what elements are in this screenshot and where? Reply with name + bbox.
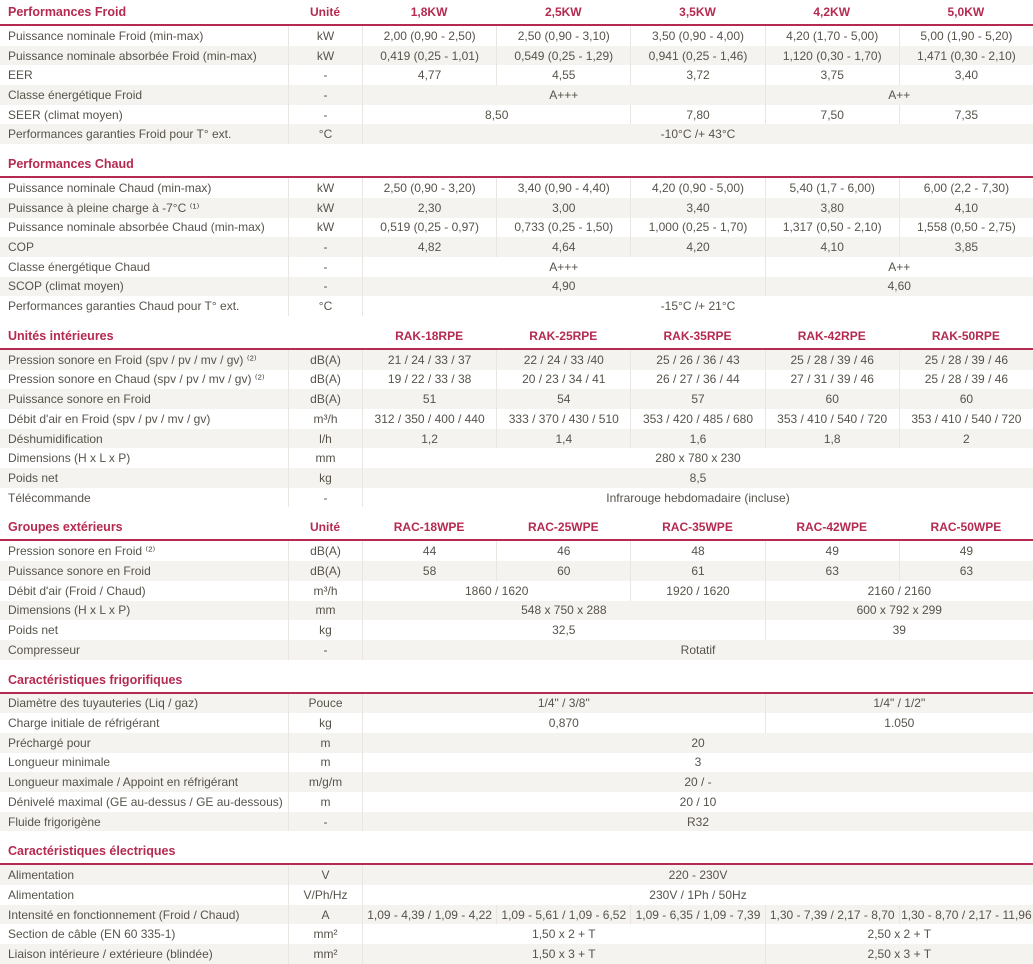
value-cell: 3,75	[765, 65, 899, 85]
value-cell: 1,317 (0,50 - 2,10)	[765, 218, 899, 238]
section-header	[0, 668, 1033, 694]
value-cell: 548 x 750 x 288	[362, 601, 765, 621]
row-label: Fluide frigorigène	[8, 814, 101, 829]
table-row	[0, 772, 1033, 792]
row-label: Alimentation	[8, 887, 75, 902]
value-cell: 7,50	[765, 105, 899, 125]
value-cell: 3,00	[496, 198, 630, 218]
row-label: Longueur maximale / Appoint en réfrigérant	[8, 775, 239, 790]
value-cell: 49	[899, 541, 1033, 561]
value-cell: 4,77	[362, 65, 496, 85]
value-cell: 1,471 (0,30 - 2,10)	[899, 46, 1033, 66]
value-cell: 25 / 26 / 36 / 43	[630, 350, 764, 370]
row-unit: Pouce	[288, 694, 362, 714]
table-row	[0, 620, 1033, 640]
value-cell: 44	[362, 541, 496, 561]
value-cell: 25 / 28 / 39 / 46	[899, 350, 1033, 370]
row-label: Dimensions (H x L x P)	[8, 603, 131, 618]
value-cell: 32,5	[362, 620, 765, 640]
value-cell: A+++	[362, 85, 765, 105]
row-label: Diamètre des tuyauteries (Liq / gaz)	[8, 696, 199, 711]
column-header: 2,5KW	[544, 5, 582, 19]
value-cell: -10°C /+ 43°C	[362, 124, 1033, 144]
value-cell: 8,50	[362, 105, 630, 125]
section-header	[0, 515, 1033, 541]
column-header: 4,2KW	[813, 5, 851, 19]
value-cell: 4,20	[630, 237, 764, 257]
row-label: Poids net	[8, 623, 59, 638]
row-unit: m	[288, 753, 362, 773]
column-header: RAK-50RPE	[931, 328, 1000, 343]
value-cell: 46	[496, 541, 630, 561]
value-cell: 353 / 410 / 540 / 720	[899, 409, 1033, 429]
value-cell: 1/4" / 3/8"	[362, 694, 765, 714]
value-cell: 1/4" / 1/2"	[765, 694, 1033, 714]
row-unit: -	[288, 812, 362, 832]
value-cell: 22 / 24 / 33 /40	[496, 350, 630, 370]
value-cell: 3	[362, 753, 1033, 773]
value-cell: 61	[630, 561, 764, 581]
table-row	[0, 46, 1033, 66]
row-unit: m/g/m	[288, 772, 362, 792]
section-title: Performances Chaud	[8, 157, 134, 172]
row-unit: -	[288, 640, 362, 660]
value-cell: 2,00 (0,90 - 2,50)	[362, 26, 496, 46]
section-title: Unités intérieures	[8, 328, 114, 343]
value-cell: A++	[765, 85, 1033, 105]
value-cell: 1,6	[630, 429, 764, 449]
row-unit: dB(A)	[288, 370, 362, 390]
table-row	[0, 350, 1033, 370]
row-unit: A	[288, 905, 362, 925]
column-header: 1,8KW	[410, 5, 448, 19]
value-cell: 1,4	[496, 429, 630, 449]
value-cell: 19 / 22 / 33 / 38	[362, 370, 496, 390]
row-label: Déshumidification	[8, 431, 103, 446]
row-label: Puissance nominale Froid (min-max)	[8, 28, 204, 43]
value-cell: A++	[765, 257, 1033, 277]
row-unit: V/Ph/Hz	[288, 885, 362, 905]
section	[0, 324, 1033, 508]
column-header: RAC-25WPE	[527, 520, 599, 535]
row-unit: kW	[288, 218, 362, 238]
value-cell: 20 / -	[362, 772, 1033, 792]
value-cell: 39	[765, 620, 1033, 640]
value-cell: 2,30	[362, 198, 496, 218]
row-label: Puissance sonore en Froid	[8, 563, 151, 578]
value-cell: 7,80	[630, 105, 764, 125]
value-cell: 26 / 27 / 36 / 44	[630, 370, 764, 390]
row-unit: kg	[288, 713, 362, 733]
section-header	[0, 152, 1033, 178]
row-label: Charge initiale de réfrigérant	[8, 716, 160, 731]
value-cell: 0,733 (0,25 - 1,50)	[496, 218, 630, 238]
value-cell: 600 x 792 x 299	[765, 601, 1033, 621]
row-label: Classe énergétique Chaud	[8, 259, 151, 274]
row-unit: kW	[288, 46, 362, 66]
value-cell: 60	[765, 389, 899, 409]
value-cell: 63	[899, 561, 1033, 581]
value-cell: 4,64	[496, 237, 630, 257]
table-row	[0, 885, 1033, 905]
value-cell: 3,50 (0,90 - 4,00)	[630, 26, 764, 46]
value-cell: 51	[362, 389, 496, 409]
row-unit: kg	[288, 620, 362, 640]
value-cell: 3,40	[899, 65, 1033, 85]
table-row	[0, 792, 1033, 812]
table-row	[0, 640, 1033, 660]
value-cell: 1,558 (0,50 - 2,75)	[899, 218, 1033, 238]
row-unit: -	[288, 85, 362, 105]
row-label: Section de câble (EN 60 335-1)	[8, 927, 176, 942]
table-row	[0, 713, 1033, 733]
section	[0, 668, 1033, 832]
unit-column-header: Unité	[310, 5, 340, 19]
row-label: Débit d'air (Froid / Chaud)	[8, 583, 146, 598]
row-label: EER	[8, 68, 33, 83]
value-cell: 353 / 420 / 485 / 680	[630, 409, 764, 429]
row-label: Dénivelé maximal (GE au-dessus / GE au-dessous)	[8, 794, 283, 809]
row-label: Compresseur	[8, 642, 81, 657]
value-cell: 8,5	[362, 468, 1033, 488]
column-header: 5,0KW	[947, 5, 985, 19]
value-cell: 4,60	[765, 277, 1033, 297]
table-row	[0, 601, 1033, 621]
section	[0, 839, 1033, 963]
row-unit: m³/h	[288, 581, 362, 601]
row-label: Débit d'air en Froid (spv / pv / mv / gv)	[8, 411, 211, 426]
table-row	[0, 924, 1033, 944]
row-label: Pression sonore en Froid ⁽²⁾	[8, 544, 156, 559]
table-row	[0, 905, 1033, 925]
value-cell: 1,50 x 3 + T	[362, 944, 765, 964]
row-unit: l/h	[288, 429, 362, 449]
table-row	[0, 812, 1033, 832]
value-cell: 3,40 (0,90 - 4,40)	[496, 178, 630, 198]
value-cell: 1,8	[765, 429, 899, 449]
row-label: Pression sonore en Chaud (spv / pv / mv / gv) ⁽²⁾	[8, 372, 265, 387]
row-label: Puissance nominale absorbée Froid (min-max)	[8, 48, 257, 63]
value-cell: 353 / 410 / 540 / 720	[765, 409, 899, 429]
value-cell: 1,30 - 7,39 / 2,17 - 8,70	[765, 905, 899, 925]
value-cell: 54	[496, 389, 630, 409]
value-cell: 2	[899, 429, 1033, 449]
value-cell: 2,50 x 3 + T	[765, 944, 1033, 964]
value-cell: 25 / 28 / 39 / 46	[765, 350, 899, 370]
row-unit: m³/h	[288, 409, 362, 429]
table-row	[0, 277, 1033, 297]
value-cell: 1860 / 1620	[362, 581, 630, 601]
unit-column-header: Unité	[310, 520, 340, 535]
value-cell: 1,000 (0,25 - 1,70)	[630, 218, 764, 238]
row-unit: m	[288, 792, 362, 812]
table-row	[0, 198, 1033, 218]
row-unit: kW	[288, 26, 362, 46]
value-cell: 57	[630, 389, 764, 409]
row-unit: m	[288, 733, 362, 753]
value-cell: 3,40	[630, 198, 764, 218]
row-label: Puissance sonore en Froid	[8, 392, 151, 407]
value-cell: 333 / 370 / 430 / 510	[496, 409, 630, 429]
section-header	[0, 0, 1033, 26]
value-cell: 4,82	[362, 237, 496, 257]
row-label: COP	[8, 240, 35, 255]
section-header	[0, 839, 1033, 865]
table-row	[0, 448, 1033, 468]
row-unit: -	[288, 488, 362, 508]
value-cell: 2160 / 2160	[765, 581, 1033, 601]
row-unit: V	[288, 865, 362, 885]
row-unit: -	[288, 65, 362, 85]
column-header: RAC-50WPE	[930, 520, 1002, 535]
row-label: Télécommande	[8, 490, 91, 505]
table-row	[0, 105, 1033, 125]
column-header: RAK-25RPE	[529, 328, 598, 343]
row-unit: dB(A)	[288, 561, 362, 581]
value-cell: 1,120 (0,30 - 1,70)	[765, 46, 899, 66]
value-cell: 230V / 1Ph / 50Hz	[362, 885, 1033, 905]
value-cell: 1,50 x 2 + T	[362, 924, 765, 944]
column-header: RAC-18WPE	[393, 520, 465, 535]
section-title: Performances Froid	[8, 5, 127, 19]
row-unit: mm²	[288, 924, 362, 944]
table-row	[0, 26, 1033, 46]
table-row	[0, 429, 1033, 449]
row-unit: dB(A)	[288, 350, 362, 370]
table-row	[0, 468, 1033, 488]
value-cell: 1920 / 1620	[630, 581, 764, 601]
section-title: Groupes extérieurs	[8, 520, 123, 535]
table-row	[0, 296, 1033, 316]
row-unit: -	[288, 105, 362, 125]
table-row	[0, 733, 1033, 753]
row-unit: kW	[288, 198, 362, 218]
value-cell: 6,00 (2,2 - 7,30)	[899, 178, 1033, 198]
value-cell: 20 / 10	[362, 792, 1033, 812]
row-label: Dimensions (H x L x P)	[8, 451, 131, 466]
table-row	[0, 753, 1033, 773]
row-label: Pression sonore en Froid (spv / pv / mv / gv) ⁽²⁾	[8, 352, 257, 367]
value-cell: 3,85	[899, 237, 1033, 257]
section-title: Caractéristiques frigorifiques	[8, 672, 183, 687]
value-cell: 4,20 (0,90 - 5,00)	[630, 178, 764, 198]
value-cell: 21 / 24 / 33 / 37	[362, 350, 496, 370]
value-cell: 20	[362, 733, 1033, 753]
table-row	[0, 218, 1033, 238]
table-row	[0, 389, 1033, 409]
row-label: Puissance nominale Chaud (min-max)	[8, 180, 212, 195]
value-cell: Rotatif	[362, 640, 1033, 660]
value-cell: 58	[362, 561, 496, 581]
value-cell: 2,50 (0,90 - 3,20)	[362, 178, 496, 198]
row-label: Alimentation	[8, 868, 75, 883]
table-row	[0, 178, 1033, 198]
value-cell: 20 / 23 / 34 / 41	[496, 370, 630, 390]
row-unit: kW	[288, 178, 362, 198]
table-row	[0, 541, 1033, 561]
value-cell: 3,72	[630, 65, 764, 85]
row-unit: dB(A)	[288, 389, 362, 409]
value-cell: 1.050	[765, 713, 1033, 733]
value-cell: 48	[630, 541, 764, 561]
value-cell: 7,35	[899, 105, 1033, 125]
row-unit: -	[288, 257, 362, 277]
section-title: Caractéristiques électriques	[8, 844, 176, 859]
table-row	[0, 581, 1033, 601]
value-cell: 0,870	[362, 713, 765, 733]
row-unit: °C	[288, 124, 362, 144]
value-cell: 4,55	[496, 65, 630, 85]
value-cell: 1,30 - 8,70 / 2,17 - 11,96	[899, 905, 1033, 925]
row-label: Performances garanties Froid pour T° ext.	[8, 127, 232, 142]
value-cell: 4,10	[765, 237, 899, 257]
value-cell: R32	[362, 812, 1033, 832]
value-cell: 49	[765, 541, 899, 561]
row-unit: °C	[288, 296, 362, 316]
column-header: RAC-35WPE	[662, 520, 733, 535]
value-cell: 0,941 (0,25 - 1,46)	[630, 46, 764, 66]
section	[0, 152, 1033, 316]
table-row	[0, 85, 1033, 105]
value-cell: 312 / 350 / 400 / 440	[362, 409, 496, 429]
value-cell: 60	[899, 389, 1033, 409]
value-cell: A+++	[362, 257, 765, 277]
value-cell: 25 / 28 / 39 / 46	[899, 370, 1033, 390]
row-label: Puissance nominale absorbée Chaud (min-max)	[8, 220, 265, 235]
row-label: Classe énergétique Froid	[8, 87, 143, 102]
value-cell: 1,2	[362, 429, 496, 449]
row-unit: mm	[288, 601, 362, 621]
value-cell: 280 x 780 x 230	[362, 448, 1033, 468]
value-cell: 4,90	[362, 277, 765, 297]
row-unit: mm²	[288, 944, 362, 964]
table-row	[0, 944, 1033, 964]
value-cell: 3,80	[765, 198, 899, 218]
column-header: 3,5KW	[679, 5, 716, 19]
row-label: Poids net	[8, 470, 59, 485]
value-cell: 0,419 (0,25 - 1,01)	[362, 46, 496, 66]
value-cell: 27 / 31 / 39 / 46	[765, 370, 899, 390]
column-header: RAK-35RPE	[663, 328, 732, 343]
value-cell: 1,09 - 4,39 / 1,09 - 4,22	[362, 905, 496, 925]
value-cell: 5,40 (1,7 - 6,00)	[765, 178, 899, 198]
value-cell: 1,09 - 6,35 / 1,09 - 7,39	[630, 905, 764, 925]
row-label: Liaison intérieure / extérieure (blindée)	[8, 946, 213, 961]
value-cell: 220 - 230V	[362, 865, 1033, 885]
row-label: SEER (climat moyen)	[8, 107, 123, 122]
value-cell: 0,549 (0,25 - 1,29)	[496, 46, 630, 66]
row-unit: -	[288, 277, 362, 297]
value-cell: 0,519 (0,25 - 0,97)	[362, 218, 496, 238]
value-cell: 60	[496, 561, 630, 581]
row-label: Préchargé pour	[8, 735, 91, 750]
row-label: Longueur minimale	[8, 755, 111, 770]
row-label: Performances garanties Chaud pour T° ext.	[8, 299, 240, 314]
value-cell: 4,20 (1,70 - 5,00)	[765, 26, 899, 46]
column-header: RAK-42RPE	[797, 328, 866, 343]
value-cell: 5,00 (1,90 - 5,20)	[899, 26, 1033, 46]
value-cell: 4,10	[899, 198, 1033, 218]
table-row	[0, 409, 1033, 429]
table-row	[0, 124, 1033, 144]
table-row	[0, 694, 1033, 714]
value-cell: Infrarouge hebdomadaire (incluse)	[362, 488, 1033, 508]
table-row	[0, 65, 1033, 85]
table-row	[0, 257, 1033, 277]
column-header: RAK-18RPE	[395, 328, 464, 343]
row-unit: kg	[288, 468, 362, 488]
column-header: RAC-42WPE	[796, 520, 868, 535]
section	[0, 515, 1033, 659]
value-cell: -15°C /+ 21°C	[362, 296, 1033, 316]
row-unit: -	[288, 237, 362, 257]
value-cell: 2,50 x 2 + T	[765, 924, 1033, 944]
row-label: SCOP (climat moyen)	[8, 279, 124, 294]
row-unit: mm	[288, 448, 362, 468]
row-label: Puissance à pleine charge à -7°C ⁽¹⁾	[8, 200, 200, 215]
value-cell: 1,09 - 5,61 / 1,09 - 6,52	[496, 905, 630, 925]
table-row	[0, 865, 1033, 885]
table-row	[0, 488, 1033, 508]
table-row	[0, 561, 1033, 581]
section-header	[0, 324, 1033, 350]
value-cell: 63	[765, 561, 899, 581]
table-row	[0, 237, 1033, 257]
table-row	[0, 370, 1033, 390]
row-unit: dB(A)	[288, 541, 362, 561]
value-cell: 2,50 (0,90 - 3,10)	[496, 26, 630, 46]
section	[0, 0, 1033, 144]
row-label: Intensité en fonctionnement (Froid / Chaud)	[8, 907, 240, 922]
